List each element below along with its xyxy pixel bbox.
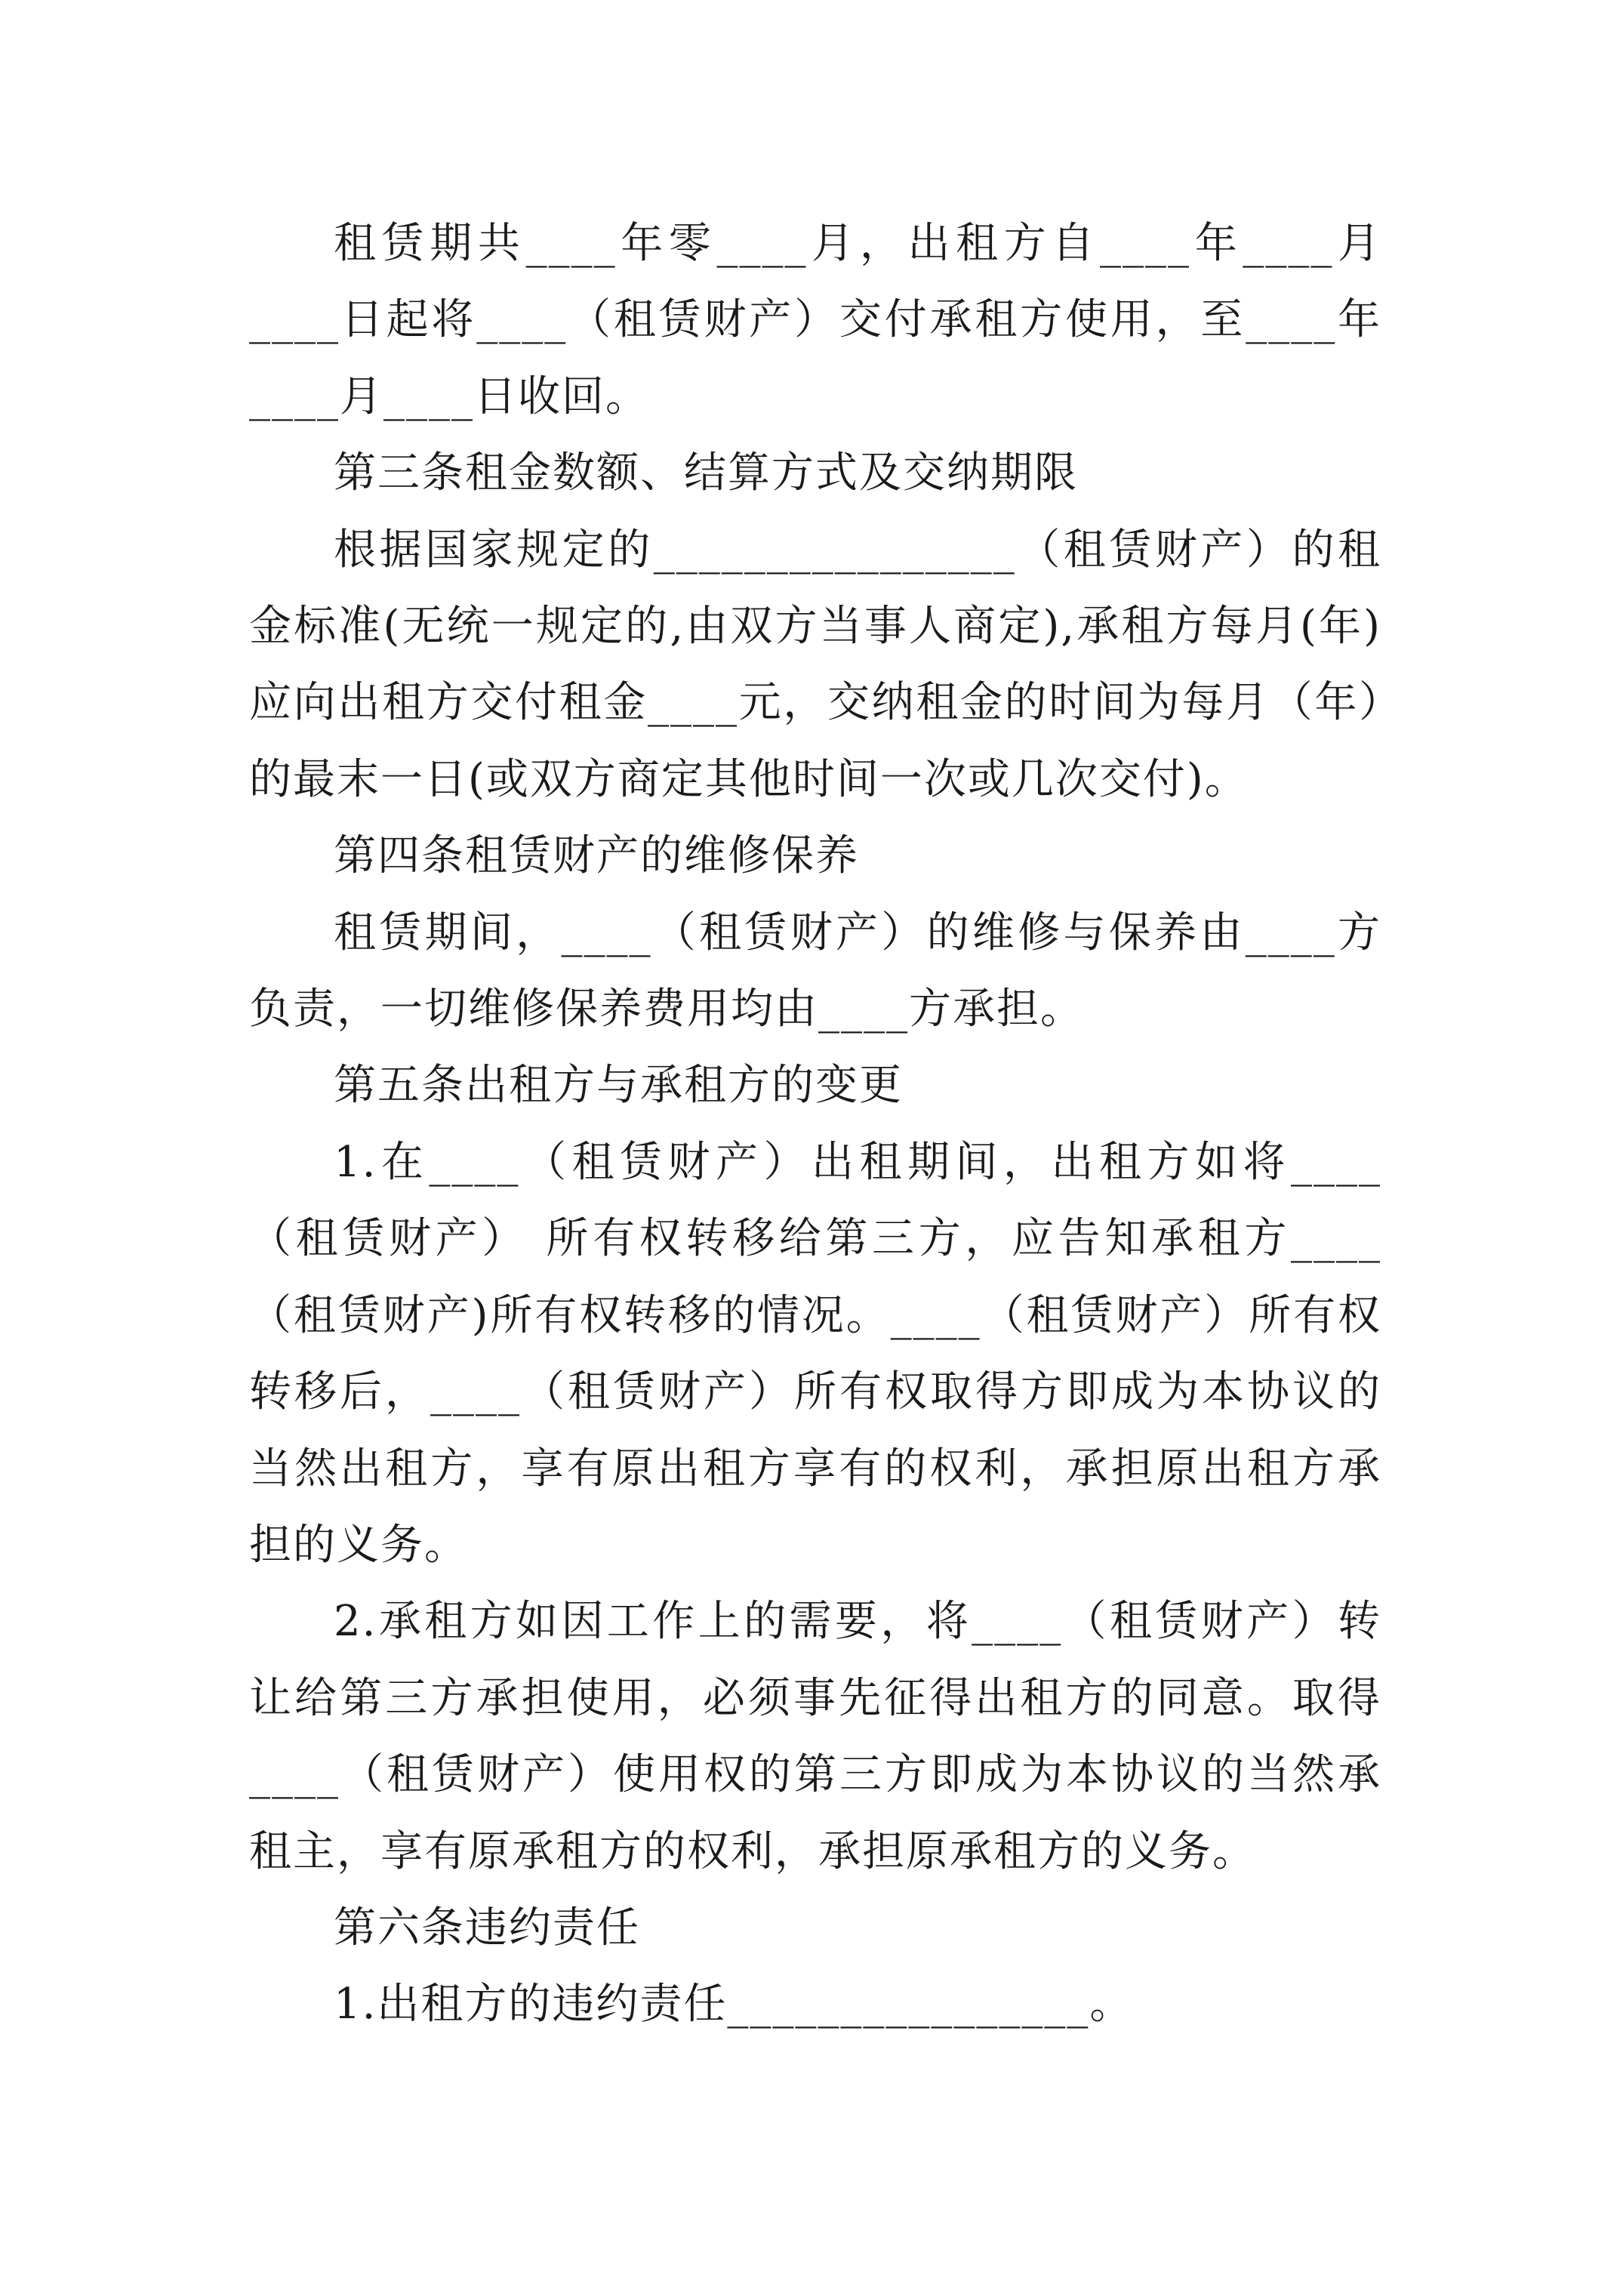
heading-article-4: 第四条租赁财产的维修保养 <box>334 831 859 881</box>
paragraph-lessor-liability: 1.出租方的违约责任________________。 <box>334 1980 1134 2029</box>
paragraph-maintenance: 租赁期间，____（租赁财产）的维修与保养由____方负责，一切维修保养费用均由____方承担。 <box>249 908 1381 1034</box>
paragraph-lessor-change: 1.在____（租赁财产）出租期间，出租方如将____（租赁财产） 所有权转移给第三方，应告知承租方____（租赁财产)所有权转移的情况。____（租赁财产）所有权转移后，____（租赁财产）所有权取得方即成为本协议的当然出租方，享有原出租方享有的权利，承担原出租方承担的义务。 <box>249 1137 1381 1570</box>
heading-article-6: 第六条违约责任 <box>334 1903 640 1952</box>
paragraph-rent-amount: 根据国家规定的________________（租赁财产）的租金标准(无统一规定的,由双方当事人商定),承租方每月(年)应向出租方交付租金____元，交纳租金的时间为每月（年）的最末一日(或双方商定其他时间一次或几次交付)。 <box>249 525 1381 804</box>
heading-article-3: 第三条租金数额、结算方式及交纳期限 <box>334 448 1078 498</box>
paragraph-lessee-change: 2.承租方如因工作上的需要，将____（租赁财产）转让给第三方承担使用，必须事先征得出租方的同意。取得____（租赁财产）使用权的第三方即成为本协议的当然承租主，享有原承租方的权利，承担原承租方的义务。 <box>249 1597 1381 1876</box>
heading-article-5: 第五条出租方与承租方的变更 <box>334 1061 903 1111</box>
paragraph-lease-term: 租赁期共____年零____月，出租方自____年____月____日起将____（租赁财产）交付承租方使用，至____年____月____日收回。 <box>249 219 1381 421</box>
document-body <box>249 205 1381 2043</box>
